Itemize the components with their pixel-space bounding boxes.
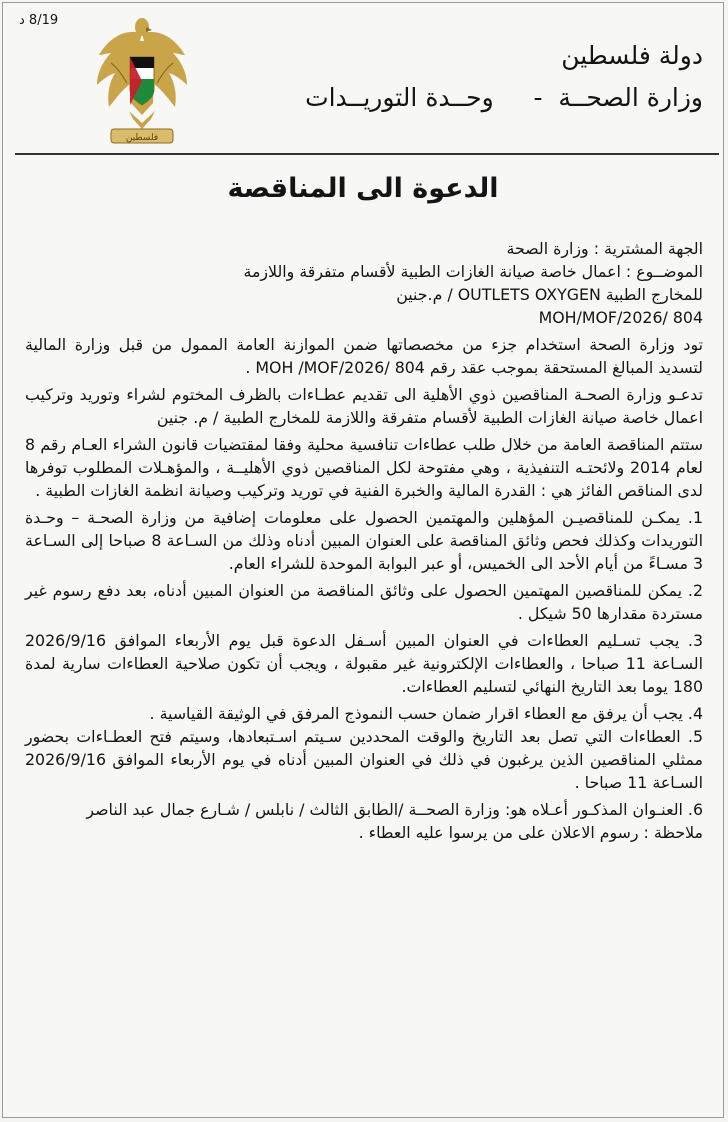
state-name: دولة فلسطين xyxy=(561,41,703,70)
list-item: 1. يمكـن للمناقصيـن المؤهلين والمهتمين الحصول على معلومات إضافية من وزارة الصحـة – وحـدة التوريدات وكذلك فحص وثائق المناقصة على العنوان المبين أدناه وذلك من السـاعة 8 صباحا إلى السـاعة 3 مسـاءً من أيام الأحد الى الخميس، أو عبر البوابة الموحدة للشراء العام. xyxy=(25,508,703,573)
page-title: الدعوة الى المناقصة xyxy=(227,173,499,204)
list-item: 2. يمكن للمناقصين المهتمين الحصول على وثائق المناقصة من العنوان المبين أدناه، بعد دفع رسوم غير مستردة مقدارها 50 شيكل . xyxy=(25,581,703,623)
invitation-paragraph: تدعـو وزارة الصحـة المناقصين ذوي الأهلية الى تقديم عطـاءات بالظرف المختوم لشراء وتوريد وتركيب اعمال خاصة صيانة الغازات الطبية لأقسام متفرقة واللازمة للمخارج الطبية / م. جنين xyxy=(25,385,703,427)
tender-number: MOH/MOF/2026/ 804 xyxy=(538,308,703,327)
list-item: 3. يجب تسـليم العطاءات في العنوان المبين أسـفل الدعوة قبل يوم الأربعاء الموافق 2026/9/16 السـاعة 11 صباحا ، والعطاءات الإلكترونية غير مقبولة ، ويجب أن تكون صلاحية العطاءات سارية لمدة 180 يوما بعد التاريخ النهائي لتسليم العطاءات. xyxy=(25,631,703,696)
announcement-body xyxy=(25,237,703,844)
list-item: 6. العنـوان المذكـور أعـلاه هو: وزارة الصحــة /الطابق الثالث / نابلس / شـارع جمال عبد الناصر xyxy=(86,800,703,819)
ministry-unit: وزارة الصحــة - وحــدة التوريــدات xyxy=(305,83,703,112)
subject-line-1: الموضــوع : اعمال خاصة صيانة الغازات الطبية لأقسام متفرقة واللازمة xyxy=(243,262,703,281)
reference-number: 8/19 د xyxy=(19,13,59,28)
emblem-scroll-text: فلسطين xyxy=(125,133,159,143)
header-divider xyxy=(15,153,719,155)
funding-paragraph: تود وزارة الصحة استخدام جزء من مخصصاتها ضمن الموازنة العامة الممول من قبل وزارة المالية لتسديد المبالغ المستحقة بموجب عقد رقم 804 /MOH /MOF/2026 . xyxy=(25,335,703,377)
list-item: 4. يجب أن يرفق مع العطاء اقرار ضمان حسب النموذج المرفق في الوثيقة القياسية . xyxy=(149,704,703,723)
list-item: 5. العطاءات التي تصل بعد التاريخ والوقت المحددين سـيتم اسـتبعادها، وسيتم فتح العطـاءات بحضور ممثلي المناقصين الذين يرغبون في ذلك في العنوان المبين أدناه في يوم الأربعاء الموافق 2026/9/16 السـاعة 11 صباحا . xyxy=(25,727,703,792)
subject-line-2: للمخارج الطبية OUTLETS OXYGEN / م.جنين xyxy=(396,285,703,304)
buyer-line: الجهة المشترية : وزارة الصحة xyxy=(506,239,703,258)
procedure-paragraph: ستتم المناقصة العامة من خلال طلب عطاءات تنافسية محلية وفقا لمقتضيات قانون الشراء العـام رقم 8 لعام 2014 ولائحتـه التنفيذية ، وهي مفتوحة لكل المناقصين ذوي الأهليــة ، والمؤهـلات المطلوب توفرها لدى المناقص الفائز هي : القدرة المالية والخبرة الفنية في توريد وتركيب وصيانة انظمة الغازات الطبية . xyxy=(25,435,703,500)
announcement-page xyxy=(2,2,724,1118)
note-line: ملاحظة : رسوم الاعلان على من يرسوا عليه العطاء . xyxy=(358,823,703,842)
palestine-eagle-emblem xyxy=(89,11,195,151)
